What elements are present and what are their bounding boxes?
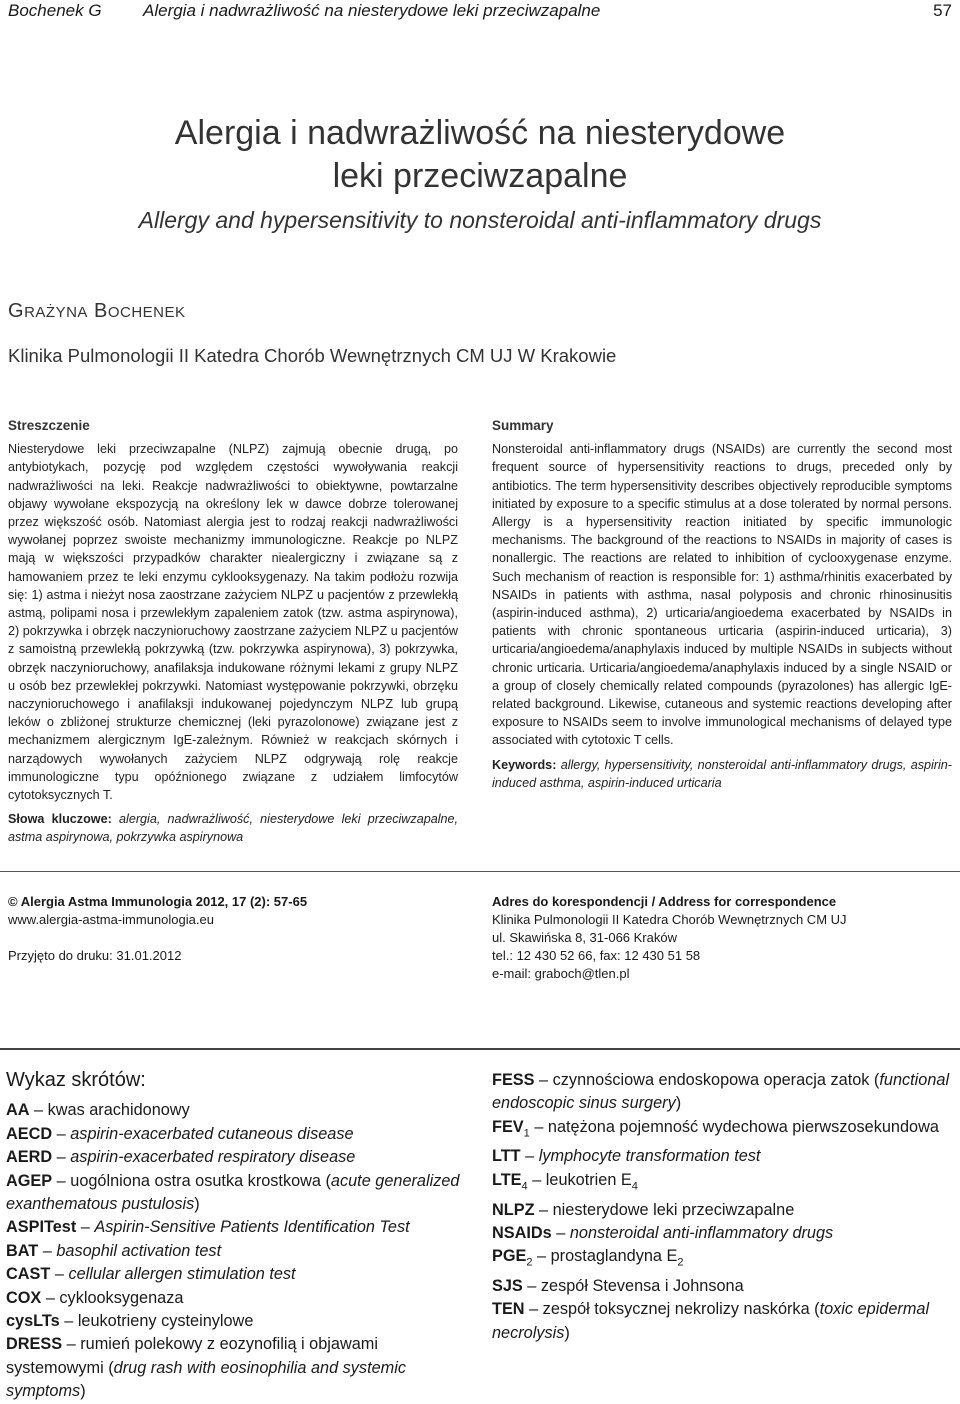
keywords-english-label: Keywords: xyxy=(492,757,557,772)
abbreviation-definition: czynnościowa endoskopowa operacja zatok ( xyxy=(552,1071,880,1089)
abbreviation-item: NLPZ – niesterydowe leki przeciwzapalne xyxy=(492,1200,795,1219)
abbreviation-definition: lymphocyte transformation test xyxy=(538,1147,761,1166)
abbreviation-key: NSAIDs xyxy=(492,1223,552,1242)
correspondence-line3: tel.: 12 430 52 66, fax: 12 430 51 58 xyxy=(492,948,701,963)
keywords-polish-text: alergia, nadwrażliwość, niesterydowe leki przeciwzapalne, astma aspirynowa, pokrzywka aspirynowa xyxy=(8,812,459,845)
abbreviation-key: cysLTs xyxy=(6,1312,60,1331)
author-last-rest: OCHENEK xyxy=(107,304,186,321)
abbreviation-definition: Aspirin-Sensitive Patients Identification Test xyxy=(94,1218,410,1237)
keywords-polish-label: Słowa kluczowe: xyxy=(8,812,112,827)
author-last-initial: B xyxy=(93,300,108,322)
abbreviation-definition: cellular allergen stimulation test xyxy=(68,1265,296,1284)
abbreviation-english-term: acute generalized exanthematous pustulosis xyxy=(6,1171,460,1214)
abbreviation-definition: zespół Stevensa i Johnsona xyxy=(540,1277,744,1295)
abbreviation-key: DRESS xyxy=(6,1335,63,1354)
correspondence-line1: Klinika Pulmonologii II Katedra Chorób Wewnętrznych CM UJ xyxy=(492,912,847,927)
abbreviation-item: $FEV_1$ – natężona pojemność wydechowa pierwszosekundowa xyxy=(492,1117,939,1140)
abbreviations-left-list xyxy=(6,1099,466,1403)
abbreviation-definition: kwas arachidonowy xyxy=(47,1101,190,1120)
abbreviation-item: CAST – cellular allergen stimulation test xyxy=(6,1265,296,1284)
abbreviation-key-subscript: 1 xyxy=(523,1127,530,1140)
abbreviation-key: PGE xyxy=(492,1247,527,1266)
abbreviation-item: COX – cyklooksygenaza xyxy=(6,1288,184,1307)
title-english: Allergy and hypersensitivity to nonsteroidal anti-inflammatory drugs xyxy=(138,207,822,233)
abbreviation-key: ASPITest xyxy=(6,1218,77,1237)
abbreviations-right-list xyxy=(492,1069,954,1345)
abbreviation-key-subscript: 2 xyxy=(526,1256,533,1269)
abbreviation-definition: basophil activation test xyxy=(56,1241,222,1260)
journal-info xyxy=(8,893,307,965)
correspondence-line2: ul. Skawińska 8, 31-066 Kraków xyxy=(492,930,677,945)
correspondence-email[interactable]: e-mail: graboch@tlen.pl xyxy=(492,966,630,981)
abbreviation-key: FESS xyxy=(492,1071,535,1089)
abbreviation-item: BAT – basophil activation test xyxy=(6,1241,222,1260)
abbreviations-right xyxy=(492,1069,954,1345)
author-initial: G xyxy=(8,300,25,322)
abbreviation-key: AGEP xyxy=(6,1171,53,1190)
abbreviation-item: cysLTs – leukotrieny cysteinylowe xyxy=(6,1312,254,1331)
abbreviation-key: AA xyxy=(6,1101,30,1120)
abbreviation-item: FESS – czynnościowa endoskopowa operacja zatok (functional endoscopic sinus surgery) xyxy=(492,1071,950,1113)
accepted-date: Przyjęto do druku: 31.01.2012 xyxy=(8,948,182,963)
running-header xyxy=(0,0,960,22)
correspondence xyxy=(492,893,847,983)
title-block xyxy=(0,112,960,234)
abbreviations-separator xyxy=(0,1048,960,1050)
abbreviation-key: SJS xyxy=(492,1277,523,1295)
abbreviation-key: AERD xyxy=(6,1148,53,1167)
abbreviation-item: NSAIDs – nonsteroidal anti-inflammatory drugs xyxy=(492,1223,834,1242)
summary-text: Nonsteroidal anti-inflammatory drugs (NSAIDs) are currently the second most frequent source of hypersensitivity reactions to drugs, preceded only by antibiotics. The term hypersensitivity describes objectively reproducible symptoms initiated by exposure to a specific stimulus at a dose tolerated by normal persons. Allergy is a hypersensitivity reaction initiated by specific immunologic mechanisms. The background of the reactions to NSAIDs in majority of cases is nonallergic. The reactions are related to inhibition of cyclooxygenase enzyme. Such mechanism of reaction is responsible for: 1) asthma/rhinitis exacerbated by NSAIDs in patients with asthma, nasal polyposis and chronic rhinosinusitis (aspirin-induced asthma), 2) urticaria/angioedema exacerbated by NSAIDs in patients with chronic spontaneous urticaria (aspirin-induced urticaria), 3) urticaria/angioedema/anaphylaxis induced by multiple NSAIDs in subjects without chronic urticaria. Urticaria/angioedema/anaphylaxis induced by a single NSAID or a group of closely chemically related compounds (pyrazolones) has allergic IgE-related background. Likewise, cutaneous and systemic reactions developing after exposure to NSAIDs seem to involve immunological mechanisms of delayed type associated with cytotoxic T cells. xyxy=(492,442,952,748)
abbreviation-key: NLPZ xyxy=(492,1200,535,1219)
abbreviation-english-term: functional endoscopic sinus surgery xyxy=(492,1071,950,1113)
summary-heading: Summary xyxy=(492,418,554,433)
abbreviation-definition: nonsteroidal anti-inflammatory drugs xyxy=(569,1223,834,1242)
author-first-rest: RAŻYNA xyxy=(24,304,88,321)
abbreviation-item: TEN – zespół toksycznej nekrolizy naskórka (toxic epidermal necrolysis) xyxy=(492,1300,930,1342)
abbreviation-definition-subscript: 4 xyxy=(631,1180,638,1193)
abbreviation-definition: cyklooksygenaza xyxy=(59,1288,184,1307)
header-title: Alergia i nadwrażliwość na niesterydowe leki przeciwzapalne xyxy=(143,1,601,20)
copyright-line: © Alergia Astma Immunologia 2012, 17 (2): 57-65 xyxy=(8,894,308,909)
streszczenie-heading: Streszczenie xyxy=(8,418,90,433)
abbreviation-key: CAST xyxy=(6,1265,51,1284)
abbreviation-item: AGEP – uogólniona ostra osutka krostkowa (acute generalized exanthematous pustulosis) xyxy=(6,1171,460,1214)
abbreviation-key: TEN xyxy=(492,1300,525,1319)
abbreviation-item: DRESS – rumień polekowy z eozynofilią i objawami systemowymi (drug rash with eosinophilia and systemic symptoms) xyxy=(6,1335,406,1401)
abbreviation-definition: aspirin-exacerbated respiratory disease xyxy=(70,1148,356,1167)
abbreviation-definition: leukotrien E xyxy=(545,1170,632,1189)
abbreviation-definition: aspirin-exacerbated cutaneous disease xyxy=(70,1124,354,1143)
abbreviations-title: Wykaz skrótów: xyxy=(6,1069,146,1091)
abbreviation-key: LTE xyxy=(492,1170,522,1189)
abstract-polish xyxy=(8,417,458,847)
abbreviation-english-term: toxic epidermal necrolysis xyxy=(492,1300,930,1342)
author-name xyxy=(8,300,186,323)
affiliation: Klinika Pulmonologii II Katedra Chorób Wewnętrznych CM UJ W Krakowie xyxy=(8,345,617,366)
streszczenie-text: Niesterydowe leki przeciwzapalne (NLPZ) zajmują obecnie drugą, po antybiotykach, pozycję pod względem częstości wywoływania reakcji nadwrażliwości na leki. Reakcje nadwrażliwości to obiektywne, powtarzalne objawy wywołane ekspozycją na określony lek w dawce dobrze tolerowanej przez większość osób. Natomiast alergia jest to rodzaj reakcji nadwrażliwości wywołanej poprzez swoiste mechanizmy immunologiczne. Reakcje po NLPZ mają w większości przypadków charakter niealergiczny i związane są z hamowaniem przez te leki enzymu cyklooksygenazy. Na takim podłożu rozwija się: 1) astma i nieżyt nosa zaostrzane zażyciem NLPZ u pacjentów z przewlekłą astmą, polipami nosa i przewlekłym zapaleniem zatok (tzw. astma aspirynowa), 2) pokrzywka i obrzęk naczynioruchowy zaostrzane zażyciem NLPZ u pacjentów z samoistną przewlekłą pokrzywką (tzw. pokrzywka aspirynowa), 3) pokrzywka, obrzęk naczynioruchowy, anafilaksja indukowane różnymi lekami z grupy NLPZ u osób bez przewlekłej pokrzywki. Natomiast występowanie pokrzywki, obrzęku naczynioruchowego i anafilaksji indukowanej pojedynczym NLPZ lub grupą leków o zbliżonej strukturze chemicznej (leki pyrazolonowe) związane jest z mechanizmem alergicznym IgE-zależnym. Również w reakcjach skórnych i narządowych wywołanych zażyciem NLPZ odgrywają rolę reakcje immunologiczne typu opóźnionego związane z udziałem limfocytów cytotoksycznych T. xyxy=(8,442,458,803)
divider-rule xyxy=(0,871,960,872)
abbreviation-definition: uogólniona ostra osutka krostkowa ( xyxy=(70,1171,331,1190)
page-number: 57 xyxy=(933,1,952,20)
abbreviation-key: COX xyxy=(6,1288,42,1307)
abstract-english xyxy=(492,417,952,792)
abbreviation-english-term: drug rash with eosinophilia and systemic symptoms xyxy=(6,1358,406,1401)
keywords-english-text: allergy, hypersensitivity, nonsteroidal anti-inflammatory drugs, aspirin-induced asthma, aspirin-induced urticaria xyxy=(492,757,953,790)
title-polish-line2: leki przeciwzapalne xyxy=(332,157,628,195)
abbreviation-item: ASPITest – Aspirin-Sensitive Patients Identification Test xyxy=(6,1218,410,1237)
abbreviation-key: FEV xyxy=(492,1117,524,1136)
abbreviation-definition: prostaglandyna E xyxy=(550,1247,678,1266)
keywords-english xyxy=(492,756,952,792)
abbreviation-item: $LTE_4$ – leukotrien $E_4$ xyxy=(492,1170,638,1193)
abbreviation-item: AERD – aspirin-exacerbated respiratory disease xyxy=(6,1148,356,1167)
abbreviation-definition: rumień polekowy z eozynofilią i objawami systemowymi ( xyxy=(6,1335,378,1377)
abbreviations-left xyxy=(6,1069,466,1404)
journal-url[interactable]: www.alergia-astma-immunologia.eu xyxy=(8,912,214,927)
abbreviation-item: AA – kwas arachidonowy xyxy=(6,1101,190,1120)
title-polish-line1: Alergia i nadwrażliwość na niesterydowe xyxy=(174,114,786,152)
abbreviation-item: LTT – lymphocyte transformation test xyxy=(492,1147,761,1166)
abbreviation-key: AECD xyxy=(6,1124,53,1143)
abbreviation-key-subscript: 4 xyxy=(521,1180,528,1193)
abbreviation-key: BAT xyxy=(6,1241,39,1260)
abbreviation-item: $PGE_2$ – prostaglandyna $E_2$ xyxy=(492,1247,684,1269)
abbreviation-item: AECD – aspirin-exacerbated cutaneous disease xyxy=(6,1124,354,1143)
abbreviation-definition: leukotrieny cysteinylowe xyxy=(77,1312,254,1331)
abbreviation-definition: niesterydowe leki przeciwzapalne xyxy=(552,1200,795,1219)
abbreviation-key: LTT xyxy=(492,1147,521,1166)
abbreviation-definition-subscript: 2 xyxy=(677,1256,684,1269)
abbreviation-definition: zespół toksycznej nekrolizy naskórka ( xyxy=(542,1300,820,1319)
abbreviation-definition: natężona pojemność wydechowa pierwszosekundowa xyxy=(547,1117,939,1136)
correspondence-heading: Adres do korespondencji / Address for correspondence xyxy=(492,894,837,909)
header-author: Bochenek G xyxy=(8,1,102,20)
abbreviation-item: SJS – zespół Stevensa i Johnsona xyxy=(492,1277,744,1295)
keywords-polish xyxy=(8,810,458,846)
